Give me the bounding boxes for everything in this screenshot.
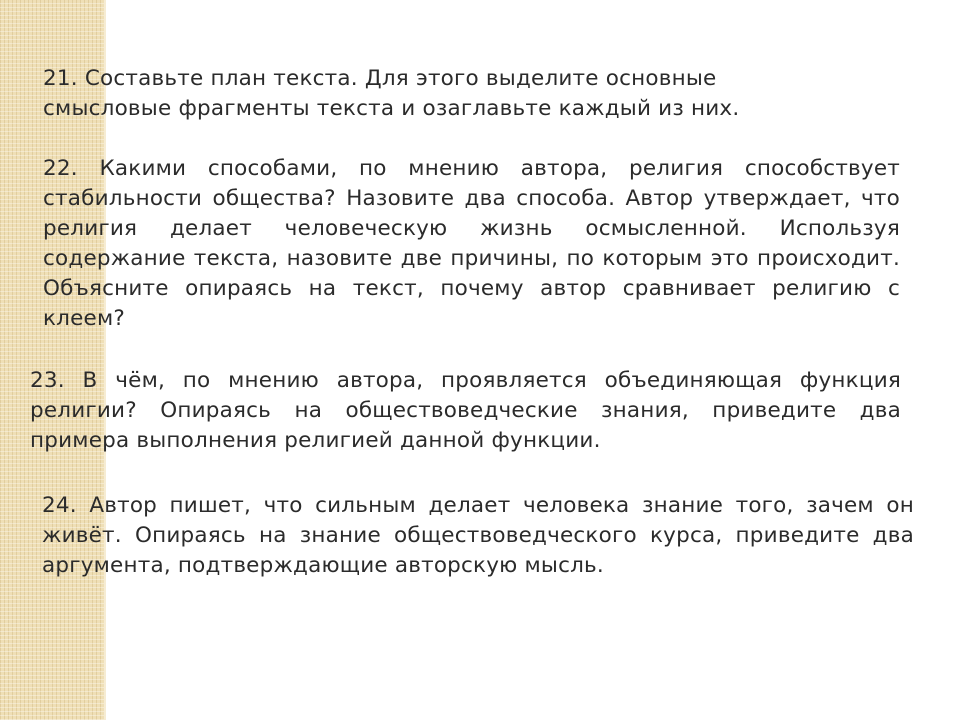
question-24: 24. Автор пишет, что сильным делает человека знание того, зачем он живёт. Опираясь на знание обществоведческого курса, приведите два аргумента, подтверждающие авторскую мысль. xyxy=(42,493,914,578)
question-21: 21. Составьте план текста. Для этого выделите основные смысловые фрагменты текста и озаглавьте каждый из них. xyxy=(43,66,740,121)
question-22: 22. Какими способами, по мнению автора, религия способствует стабильности общества? Назовите два способа. Автор утверждает, что религия делает человеческую жизнь осмысленной. Используя содержание текста, назовите две причины, по которым это происходит. Объясните опираясь на текст, почему автор сравнивает религию с клеем? xyxy=(43,156,900,331)
question-23: 23. В чём, по мнению автора, проявляется объединяющая функция религии? Опираясь на обществоведческие знания, приведите два примера выполнения религией данной функции. xyxy=(30,368,901,453)
